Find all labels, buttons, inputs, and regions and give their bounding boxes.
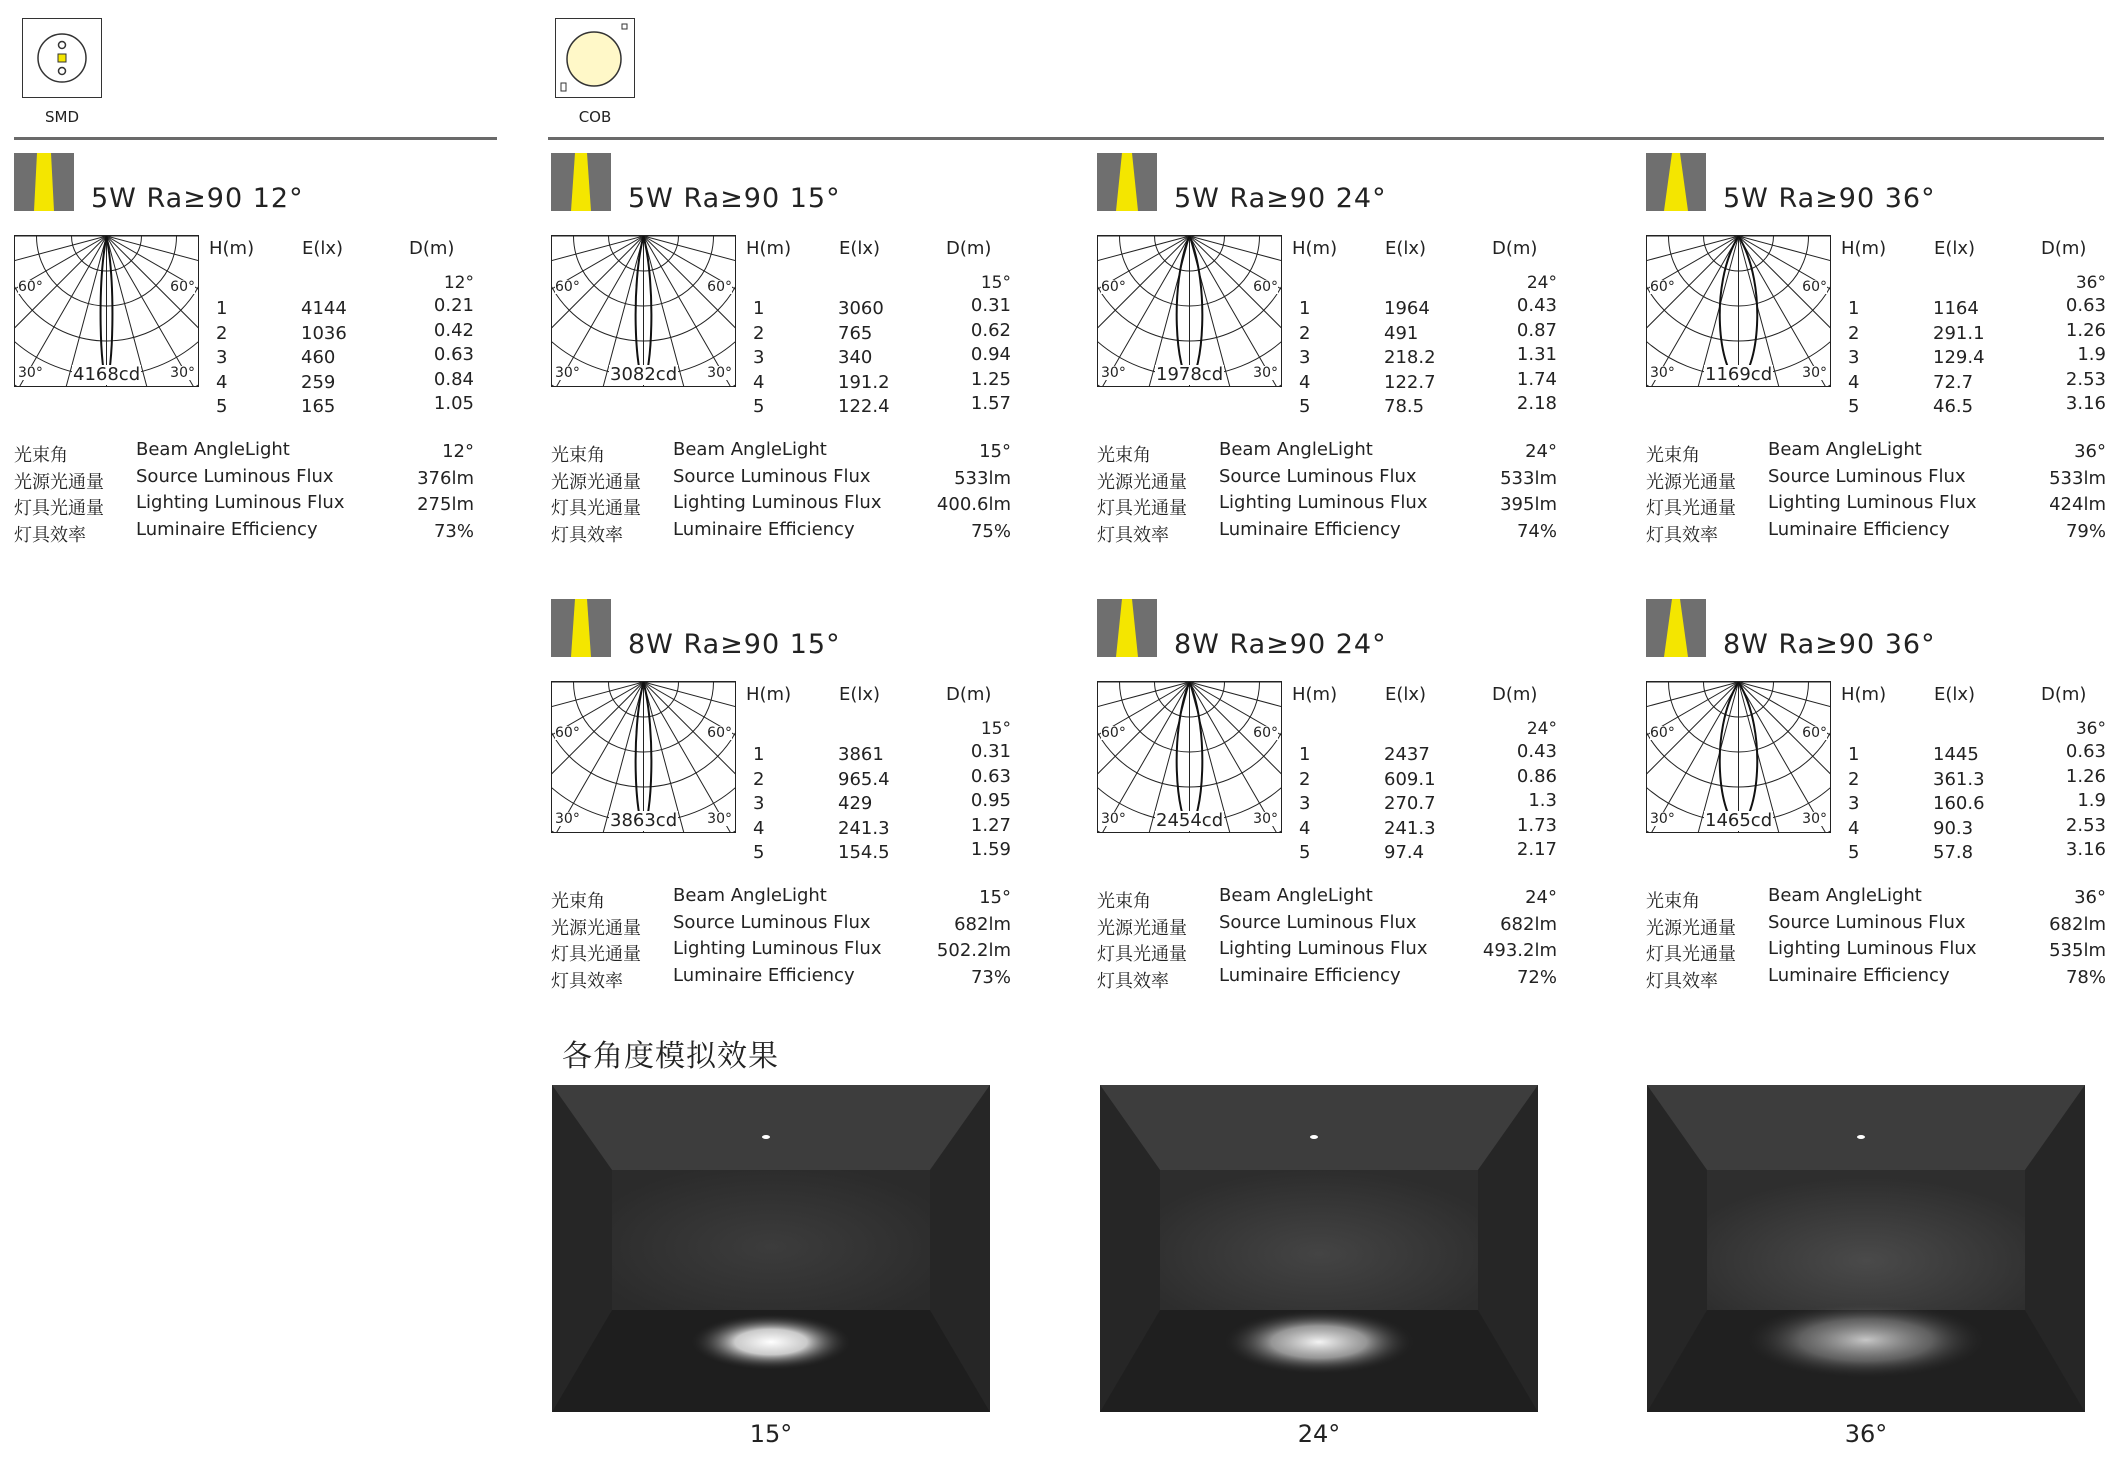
spec-label-en: Beam AngleLight (1768, 885, 1922, 906)
spec-label-cn: 灯具光通量 (1097, 944, 1187, 965)
row-diameter: 1.9 (2077, 344, 2106, 365)
row-illuminance: 3060 (838, 298, 884, 319)
row-illuminance: 3861 (838, 744, 884, 765)
spec-label-en: Luminaire Efficiency (1768, 964, 1950, 986)
photometric-panel (14, 153, 474, 553)
spec-label-en: Beam AngleLight (136, 439, 290, 460)
polar-diagram (551, 681, 736, 833)
row-illuminance: 1036 (301, 322, 347, 344)
row-diameter: 0.31 (970, 295, 1011, 316)
simulation-image-36 (1647, 1085, 2085, 1412)
spec-value: 395lm (1500, 494, 1557, 515)
spec-value: 533lm (954, 467, 1011, 489)
label-60-left: 60° (1101, 279, 1126, 295)
spec-value: 682lm (954, 913, 1011, 935)
spec-label-en: Lighting Luminous Flux (1219, 492, 1428, 513)
header-height: H(m) (1841, 684, 1887, 705)
table-angle: 24° (1526, 719, 1557, 739)
row-height: 1 (216, 298, 228, 319)
row-illuminance: 160.6 (1933, 793, 1985, 814)
header-height: H(m) (746, 238, 792, 259)
header-illuminance: E(lx) (839, 238, 881, 259)
beam-cone-icon (1097, 599, 1157, 657)
spec-value: 15° (979, 887, 1011, 908)
spec-label-cn: 光源光通量 (14, 471, 104, 493)
cob-label: COB (578, 108, 612, 126)
row-diameter: 1.74 (1516, 368, 1557, 390)
beam-cone-icon (14, 153, 74, 211)
row-illuminance: 2437 (1384, 744, 1430, 765)
label-60-left: 60° (1650, 725, 1675, 741)
peak-intensity: 1169cd (1705, 364, 1773, 385)
spec-value: 73% (970, 966, 1011, 988)
row-diameter: 0.87 (1516, 319, 1557, 341)
spec-value: 502.2lm (936, 940, 1011, 961)
row-diameter: 0.42 (433, 319, 474, 341)
spec-label-en: Lighting Luminous Flux (1768, 492, 1977, 513)
spec-label-en: Source Luminous Flux (136, 465, 334, 487)
row-diameter: 0.84 (433, 368, 474, 390)
panel-title: 5W Ra≥90 12° (91, 183, 304, 214)
row-diameter: 1.27 (970, 814, 1011, 836)
row-height: 2 (216, 322, 228, 344)
row-illuminance: 129.4 (1933, 347, 1985, 368)
panel-title: 8W Ra≥90 24° (1174, 629, 1387, 660)
table-angle: 15° (980, 719, 1011, 739)
spec-label-cn: 灯具效率 (1097, 524, 1169, 546)
spec-value: 12° (442, 441, 474, 462)
row-illuminance: 97.4 (1384, 842, 1425, 863)
polar-diagram (1646, 235, 1831, 387)
panel-title: 5W Ra≥90 15° (628, 183, 841, 214)
spec-label-cn: 灯具效率 (551, 970, 623, 992)
spec-value: 78% (2065, 966, 2106, 988)
spec-label-cn: 灯具光通量 (1646, 944, 1736, 965)
row-diameter: 0.86 (1516, 765, 1557, 787)
row-height: 2 (1299, 322, 1311, 344)
row-height: 3 (753, 793, 765, 814)
label-30-right: 30° (1253, 811, 1278, 827)
photometric-panel (1097, 599, 1557, 999)
label-30-right: 30° (1802, 811, 1827, 827)
spec-label-cn: 光束角 (14, 445, 68, 466)
row-height: 3 (1848, 793, 1860, 814)
peak-intensity: 4168cd (73, 364, 141, 385)
label-60-left: 60° (18, 279, 43, 295)
photometric-panel (551, 153, 1011, 553)
spec-value: 74% (1516, 520, 1557, 542)
row-illuminance: 241.3 (838, 817, 890, 839)
table-angle: 36° (2075, 273, 2106, 293)
polar-diagram (1097, 681, 1282, 833)
spec-label-cn: 灯具效率 (1097, 970, 1169, 992)
label-30-left: 30° (555, 365, 580, 381)
row-illuminance: 340 (838, 347, 873, 368)
row-diameter: 1.31 (1516, 344, 1557, 365)
spec-label-cn: 光源光通量 (551, 471, 641, 493)
divider-smd (14, 137, 497, 140)
row-height: 1 (1848, 298, 1860, 319)
label-60-right: 60° (1253, 725, 1278, 741)
header-diameter: D(m) (2041, 684, 2087, 705)
row-illuminance: 460 (301, 347, 336, 368)
row-diameter: 1.26 (2065, 319, 2106, 341)
header-illuminance: E(lx) (302, 238, 344, 259)
row-height: 2 (753, 768, 765, 790)
spec-value: 682lm (1500, 913, 1557, 935)
peak-intensity: 3082cd (610, 364, 678, 385)
row-diameter: 1.3 (1528, 790, 1557, 811)
row-diameter: 2.53 (2065, 368, 2106, 390)
row-illuminance: 122.7 (1384, 371, 1436, 393)
spec-label-en: Lighting Luminous Flux (1219, 938, 1428, 959)
label-30-left: 30° (1650, 365, 1675, 381)
table-angle: 12° (443, 273, 474, 293)
cob-chip-icon (555, 18, 635, 98)
row-height: 5 (1848, 842, 1860, 863)
spec-value: 275lm (417, 494, 474, 515)
label-30-right: 30° (707, 365, 732, 381)
row-height: 3 (1299, 793, 1311, 814)
header-illuminance: E(lx) (1385, 238, 1427, 259)
spec-label-en: Lighting Luminous Flux (673, 938, 882, 959)
spec-label-en: Luminaire Efficiency (1219, 518, 1401, 540)
spec-label-cn: 光束角 (551, 445, 605, 466)
polar-diagram (1097, 235, 1282, 387)
row-illuminance: 259 (301, 371, 336, 393)
row-illuminance: 361.3 (1933, 768, 1985, 790)
row-height: 4 (216, 371, 228, 393)
spec-value: 36° (2074, 441, 2106, 462)
panel-title: 8W Ra≥90 36° (1723, 629, 1936, 660)
spec-label-en: Lighting Luminous Flux (673, 492, 882, 513)
row-diameter: 0.62 (970, 319, 1011, 341)
row-height: 1 (1299, 298, 1311, 319)
row-diameter: 1.25 (970, 368, 1011, 390)
row-illuminance: 72.7 (1933, 371, 1974, 393)
spec-label-en: Beam AngleLight (1219, 439, 1373, 460)
label-30-right: 30° (170, 365, 195, 381)
header-height: H(m) (1292, 684, 1338, 705)
spec-label-en: Source Luminous Flux (673, 465, 871, 487)
spec-label-cn: 灯具效率 (551, 524, 623, 546)
row-diameter: 0.63 (970, 765, 1011, 787)
row-illuminance: 291.1 (1933, 322, 1985, 344)
spec-label-en: Beam AngleLight (673, 885, 827, 906)
row-height: 4 (1848, 371, 1860, 393)
row-diameter: 1.73 (1516, 814, 1557, 836)
row-illuminance: 78.5 (1384, 396, 1425, 417)
spec-label-cn: 光束角 (1097, 891, 1151, 912)
row-diameter: 0.63 (2065, 295, 2106, 316)
row-height: 3 (1848, 347, 1860, 368)
row-diameter: 0.95 (970, 790, 1011, 811)
row-illuminance: 429 (838, 793, 873, 814)
spec-label-en: Luminaire Efficiency (1219, 964, 1401, 986)
peak-intensity: 2454cd (1156, 810, 1224, 831)
row-illuminance: 965.4 (838, 768, 890, 790)
simulation-caption-15: 15° (749, 1420, 793, 1448)
label-30-left: 30° (1101, 811, 1126, 827)
spec-label-cn: 灯具效率 (1646, 524, 1718, 546)
spec-label-cn: 灯具光通量 (14, 498, 104, 519)
row-height: 2 (1848, 322, 1860, 344)
label-60-right: 60° (707, 725, 732, 741)
header-illuminance: E(lx) (1385, 684, 1427, 705)
row-height: 3 (753, 347, 765, 368)
spec-label-en: Beam AngleLight (1219, 885, 1373, 906)
row-diameter: 3.16 (2065, 393, 2106, 414)
photometric-panel (1646, 599, 2106, 999)
header-illuminance: E(lx) (1934, 238, 1976, 259)
label-60-right: 60° (707, 279, 732, 295)
spec-label-cn: 灯具光通量 (551, 498, 641, 519)
simulation-image-24 (1100, 1085, 1538, 1412)
label-30-left: 30° (18, 365, 43, 381)
divider-cob (548, 137, 2104, 140)
spec-value: 400.6lm (936, 494, 1011, 515)
row-diameter: 1.26 (2065, 765, 2106, 787)
smd-label: SMD (44, 108, 79, 126)
spec-value: 493.2lm (1482, 940, 1557, 961)
label-60-left: 60° (555, 725, 580, 741)
spec-label-cn: 灯具效率 (1646, 970, 1718, 992)
label-60-right: 60° (170, 279, 195, 295)
row-illuminance: 57.8 (1933, 842, 1974, 863)
spec-value: 75% (970, 520, 1011, 542)
row-height: 2 (1848, 768, 1860, 790)
photometric-panel (551, 599, 1011, 999)
row-height: 1 (753, 298, 765, 319)
label-30-right: 30° (1253, 365, 1278, 381)
row-illuminance: 165 (301, 396, 336, 417)
row-height: 3 (216, 347, 228, 368)
row-diameter: 0.94 (970, 344, 1011, 365)
spec-label-en: Lighting Luminous Flux (1768, 938, 1977, 959)
spec-value: 15° (979, 441, 1011, 462)
spec-label-en: Luminaire Efficiency (1768, 518, 1950, 540)
row-height: 2 (1299, 768, 1311, 790)
row-illuminance: 1164 (1933, 298, 1979, 319)
beam-cone-icon (551, 153, 611, 211)
spec-label-cn: 光源光通量 (1097, 471, 1187, 493)
row-diameter: 0.63 (2065, 741, 2106, 762)
row-illuminance: 46.5 (1933, 396, 1974, 417)
row-height: 4 (1299, 371, 1311, 393)
spec-label-en: Source Luminous Flux (1219, 465, 1417, 487)
spec-label-cn: 灯具光通量 (1646, 498, 1736, 519)
row-height: 2 (753, 322, 765, 344)
row-illuminance: 241.3 (1384, 817, 1436, 839)
header-diameter: D(m) (1492, 238, 1538, 259)
label-30-right: 30° (1802, 365, 1827, 381)
label-60-right: 60° (1802, 279, 1827, 295)
row-diameter: 1.59 (970, 839, 1011, 860)
polar-diagram (551, 235, 736, 387)
header-height: H(m) (209, 238, 255, 259)
spec-label-cn: 光源光通量 (1097, 917, 1187, 939)
spec-value: 72% (1516, 966, 1557, 988)
header-diameter: D(m) (409, 238, 455, 259)
simulation-caption-24: 24° (1297, 1420, 1341, 1448)
beam-cone-icon (551, 599, 611, 657)
table-angle: 24° (1526, 273, 1557, 293)
panel-title: 8W Ra≥90 15° (628, 629, 841, 660)
row-illuminance: 609.1 (1384, 768, 1436, 790)
row-height: 1 (753, 744, 765, 765)
polar-diagram (14, 235, 199, 387)
row-height: 4 (753, 817, 765, 839)
spec-label-cn: 光束角 (1097, 445, 1151, 466)
panel-title: 5W Ra≥90 24° (1174, 183, 1387, 214)
row-height: 4 (1848, 817, 1860, 839)
row-illuminance: 90.3 (1933, 817, 1974, 839)
row-diameter: 0.63 (433, 344, 474, 365)
row-height: 5 (753, 842, 765, 863)
row-illuminance: 1445 (1933, 744, 1979, 765)
simulation-caption-36: 36° (1844, 1420, 1888, 1448)
spec-label-cn: 灯具效率 (14, 524, 86, 546)
spec-value: 533lm (2049, 467, 2106, 489)
spec-value: 73% (433, 520, 474, 542)
photometric-panel (1646, 153, 2106, 553)
row-height: 4 (753, 371, 765, 393)
spec-label-en: Beam AngleLight (1768, 439, 1922, 460)
simulation-image-15 (552, 1085, 990, 1412)
spec-label-cn: 灯具光通量 (1097, 498, 1187, 519)
spec-value: 533lm (1500, 467, 1557, 489)
spec-label-en: Source Luminous Flux (1219, 911, 1417, 933)
label-60-left: 60° (1650, 279, 1675, 295)
smd-chip-icon (22, 18, 102, 98)
header-height: H(m) (746, 684, 792, 705)
label-30-left: 30° (555, 811, 580, 827)
spec-value: 682lm (2049, 913, 2106, 935)
spec-label-cn: 光束角 (551, 891, 605, 912)
row-diameter: 0.43 (1516, 295, 1557, 316)
label-60-left: 60° (555, 279, 580, 295)
row-height: 5 (753, 396, 765, 417)
spec-label-en: Source Luminous Flux (1768, 465, 1966, 487)
row-diameter: 3.16 (2065, 839, 2106, 860)
spec-value: 24° (1525, 441, 1557, 462)
label-30-left: 30° (1650, 811, 1675, 827)
row-height: 5 (216, 396, 228, 417)
spec-label-cn: 光源光通量 (1646, 917, 1736, 939)
header-diameter: D(m) (1492, 684, 1538, 705)
row-height: 1 (1299, 744, 1311, 765)
label-30-right: 30° (707, 811, 732, 827)
row-illuminance: 1964 (1384, 298, 1430, 319)
row-illuminance: 218.2 (1384, 347, 1436, 368)
peak-intensity: 1465cd (1705, 810, 1773, 831)
spec-label-en: Lighting Luminous Flux (136, 492, 345, 513)
label-60-left: 60° (1101, 725, 1126, 741)
row-illuminance: 491 (1384, 322, 1419, 344)
row-diameter: 2.17 (1516, 839, 1557, 860)
simulation-title: 各角度模拟效果 (562, 1039, 779, 1074)
row-height: 5 (1848, 396, 1860, 417)
spec-label-en: Source Luminous Flux (1768, 911, 1966, 933)
spec-value: 36° (2074, 887, 2106, 908)
row-height: 3 (1299, 347, 1311, 368)
label-60-right: 60° (1802, 725, 1827, 741)
row-illuminance: 154.5 (838, 842, 890, 863)
header-illuminance: E(lx) (839, 684, 881, 705)
row-height: 5 (1299, 396, 1311, 417)
label-60-right: 60° (1253, 279, 1278, 295)
spec-value: 535lm (2049, 940, 2106, 961)
header-diameter: D(m) (946, 684, 992, 705)
row-diameter: 2.18 (1516, 393, 1557, 414)
spec-label-cn: 光源光通量 (551, 917, 641, 939)
row-diameter: 1.05 (433, 393, 474, 414)
row-illuminance: 122.4 (838, 396, 890, 417)
polar-diagram (1646, 681, 1831, 833)
spec-label-cn: 灯具光通量 (551, 944, 641, 965)
spec-value: 79% (2065, 520, 2106, 542)
row-illuminance: 191.2 (838, 371, 890, 393)
row-height: 1 (1848, 744, 1860, 765)
spec-label-en: Luminaire Efficiency (136, 518, 318, 540)
beam-cone-icon (1097, 153, 1157, 211)
photometric-panel (1097, 153, 1557, 553)
row-diameter: 0.43 (1516, 741, 1557, 762)
beam-cone-icon (1646, 153, 1706, 211)
spec-label-cn: 光束角 (1646, 891, 1700, 912)
row-height: 5 (1299, 842, 1311, 863)
row-diameter: 1.57 (970, 393, 1011, 414)
table-angle: 36° (2075, 719, 2106, 739)
table-angle: 15° (980, 273, 1011, 293)
peak-intensity: 3863cd (610, 810, 678, 831)
beam-cone-icon (1646, 599, 1706, 657)
header-illuminance: E(lx) (1934, 684, 1976, 705)
spec-label-cn: 光源光通量 (1646, 471, 1736, 493)
header-diameter: D(m) (2041, 238, 2087, 259)
label-30-left: 30° (1101, 365, 1126, 381)
spec-label-en: Beam AngleLight (673, 439, 827, 460)
spec-label-en: Luminaire Efficiency (673, 518, 855, 540)
peak-intensity: 1978cd (1156, 364, 1224, 385)
row-height: 4 (1299, 817, 1311, 839)
spec-label-en: Luminaire Efficiency (673, 964, 855, 986)
spec-value: 376lm (417, 467, 474, 489)
row-diameter: 2.53 (2065, 814, 2106, 836)
spec-value: 24° (1525, 887, 1557, 908)
spec-label-en: Source Luminous Flux (673, 911, 871, 933)
spec-value: 424lm (2049, 494, 2106, 515)
header-diameter: D(m) (946, 238, 992, 259)
row-diameter: 0.21 (433, 295, 474, 316)
row-illuminance: 4144 (301, 298, 347, 319)
panel-title: 5W Ra≥90 36° (1723, 183, 1936, 214)
row-diameter: 0.31 (970, 741, 1011, 762)
row-diameter: 1.9 (2077, 790, 2106, 811)
header-height: H(m) (1292, 238, 1338, 259)
header-height: H(m) (1841, 238, 1887, 259)
row-illuminance: 765 (838, 322, 873, 344)
spec-label-cn: 光束角 (1646, 445, 1700, 466)
row-illuminance: 270.7 (1384, 793, 1436, 814)
